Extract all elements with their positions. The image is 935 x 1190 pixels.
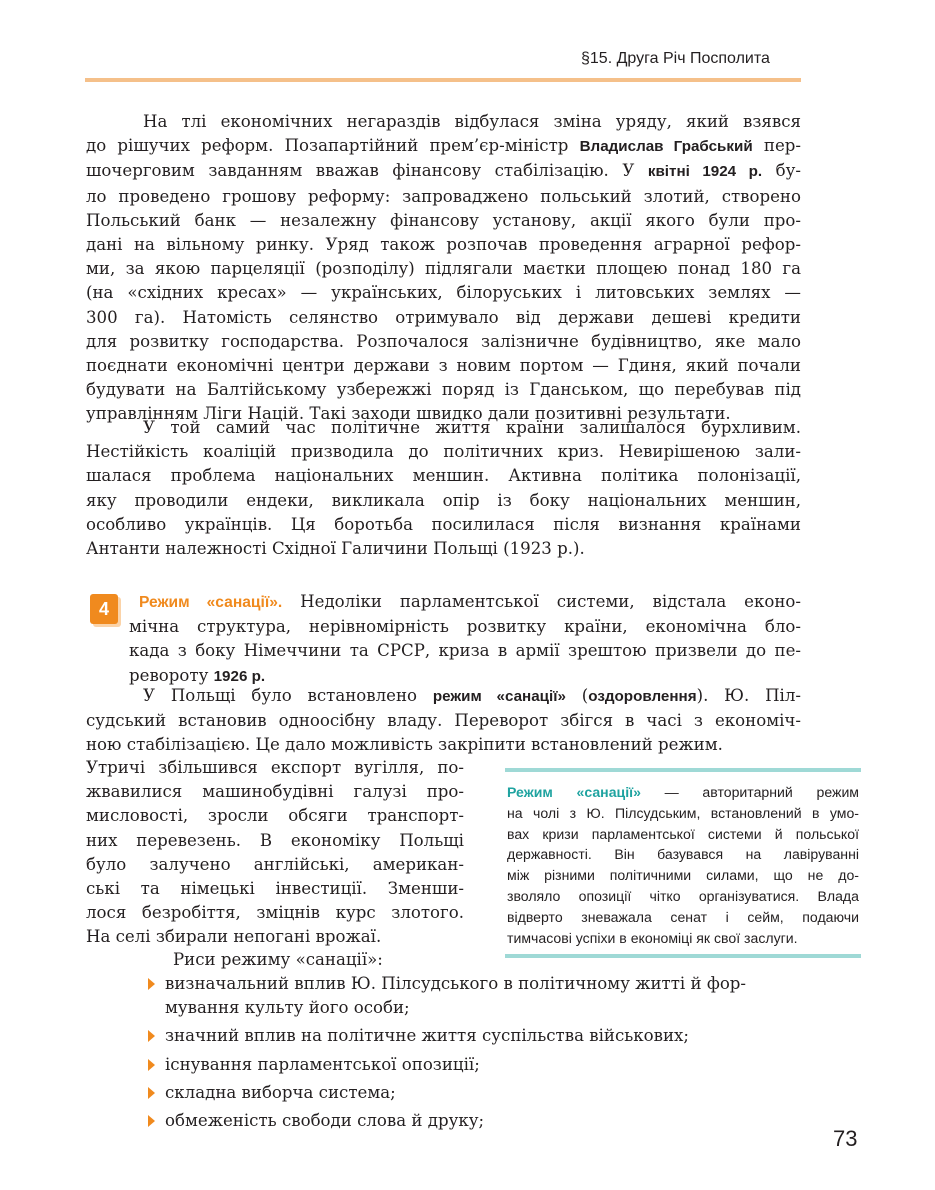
text-line: будувати на Балтійському узбережжі поряд із Гданськом, що перебував під: [86, 380, 801, 400]
features-list: [148, 972, 808, 1137]
paragraph-economic-reforms: [86, 110, 801, 427]
text-line: 300 га). Натомість селянство отримувало від держави дешеві кредити: [86, 307, 801, 327]
text-line: На селі збирали непогані врожаї.: [86, 927, 382, 947]
text-line: відверто зневажала сенат і сейм, подаючи: [507, 908, 859, 925]
text-line: ною стабілізацією. Це дало можливість закріпити встановлений режим.: [86, 735, 723, 755]
text-line: дані на вільному ринку. Уряд також розпочав проведення аграрної рефор-: [86, 235, 801, 255]
text-line: мічна структура, нерівномірність розвитку країни, економічна бло-: [129, 617, 801, 637]
bold-date: квітні 1924 р.: [647, 163, 763, 181]
text-line: Режим «санації» — авторитарний режим: [507, 784, 860, 800]
text-line: ми, за якою парцеляції (розподілу) підлягали маєтки площею понад 180 га: [86, 259, 801, 279]
section-title: Режим «санації».: [139, 594, 283, 611]
list-item: обмеженість свободи слова й друку;: [148, 1109, 808, 1133]
text-line: яку проводили ендеки, викликала опір із боку національних меншин,: [86, 490, 801, 510]
text-line: Антанти належності Східної Галичини Польщі (1923 р.).: [86, 539, 585, 559]
text-line: на чолі з Ю. Пілсудським, встановлений в умо-: [507, 804, 859, 821]
text-line: особливо українців. Ця боротьба посилилася після визнання країнами: [86, 514, 801, 534]
bullet-arrow-icon: [148, 1115, 155, 1127]
text-line: судський встановив одноосібну владу. Переворот збігся в часі з економіч-: [86, 711, 801, 731]
section-number-badge: 4: [90, 594, 118, 624]
text-line: вах кризи парламентської системи й польської: [507, 825, 859, 842]
list-item: існування парламентської опозиції;: [148, 1053, 808, 1077]
definition-box: [505, 768, 861, 958]
bold-term: оздоровлення: [588, 688, 697, 705]
text-line: ревороту 1926 р.: [129, 665, 266, 685]
text-line: управлінням Ліги Націй. Такі заходи швидко дали позитивні результати.: [86, 404, 731, 424]
text-line: державності. Він базувався на лавіруванні: [507, 846, 859, 863]
text-line: шалася проблема національних меншин. Активна політика полонізації,: [86, 466, 801, 486]
bullet-arrow-icon: [148, 1087, 155, 1099]
list-item: складна виборча система;: [148, 1081, 808, 1105]
header-rule: [85, 78, 801, 82]
text-line: (на «східних кресах» — українських, білоруських і литовських землях —: [86, 283, 801, 303]
text-line: Режим «санації». Недоліки парламентської системи, відстала еконо-: [139, 592, 801, 611]
running-title: §15. Друга Річ Посполита: [581, 50, 770, 67]
text-line: На тлі економічних негараздів відбулася зміна уряду, який взявся: [143, 112, 801, 131]
text-line: Нестійкість коаліцій призводила до політичних криз. Невирішеною зали-: [86, 442, 801, 462]
paragraph-political-life: [86, 416, 801, 561]
text-line: Утричі збільшився експорт вугілля, по-: [86, 758, 464, 777]
section-intro-paragraph: [129, 590, 801, 689]
bullet-arrow-icon: [148, 1059, 155, 1071]
text-line: них перевезень. В економіку Польщі: [86, 830, 464, 850]
text-line: було залучено англійські, американ-: [86, 854, 464, 874]
text-line: Польський банк — незалежну фінансову установу, акції якого були про-: [86, 210, 801, 230]
bullet-arrow-icon: [148, 978, 155, 990]
bullet-arrow-icon: [148, 1030, 155, 1042]
page-number: 73: [833, 1126, 858, 1151]
text-line: У Польщі було встановлено режим «санації» (оздоровлення). Ю. Піл-: [143, 686, 801, 705]
text-line: тимчасові успіхи в економіці як свої заслуги.: [507, 929, 798, 946]
text-line: між різними політичними силами, що не до-: [507, 867, 859, 884]
text-line: шочерговим завданням вважав фінансову стабілізацію. У квітні 1924 р. бу-: [86, 161, 801, 181]
text-line: У той самий час політичне життя країни залишалося бурхливим.: [143, 418, 801, 437]
features-intro: Риси режиму «санації»:: [173, 950, 383, 969]
text-line: лося безробіття, зміцнів курс злотого.: [86, 903, 464, 923]
text-line: ло проведено грошову реформу: запроваджено польський злотий, створено: [86, 186, 801, 206]
text-line: до рішучих реформ. Позапартійний прем’єр-міністр Владислав Грабський пер-: [86, 136, 801, 156]
bold-term: режим «санації»: [432, 688, 566, 705]
text-line: жвавилися машинобудівні галузі про-: [86, 782, 464, 802]
list-item: значний вплив на політичне життя суспільства військових;: [148, 1024, 808, 1048]
definition-term: Режим «санації»: [507, 784, 641, 800]
text-line: зволяло опозиції чітко організуватися. Влада: [507, 887, 859, 904]
text-line: мисловості, зросли обсяги транспорт-: [86, 806, 464, 826]
bold-term: Владислав Грабський: [579, 138, 753, 156]
text-line: для розвитку господарства. Розпочалося залізничне будівництво, яке мало: [86, 331, 801, 351]
paragraph-economy-results: [86, 756, 464, 950]
paragraph-sanation-regime: [86, 684, 801, 758]
text-line: поєднати економічні центри держави з новим портом — Гдиня, який почали: [86, 356, 801, 376]
text-line: ські та німецькі інвестиції. Зменши-: [86, 879, 464, 899]
bold-date: 1926 р.: [213, 667, 266, 685]
list-item: визначальний вплив Ю. Пілсудського в політичному житті й фор- мування культу його особи;: [148, 972, 808, 1020]
text-line: када з боку Німеччини та СРСР, криза в армії зрештою призвели до пе-: [129, 641, 801, 661]
